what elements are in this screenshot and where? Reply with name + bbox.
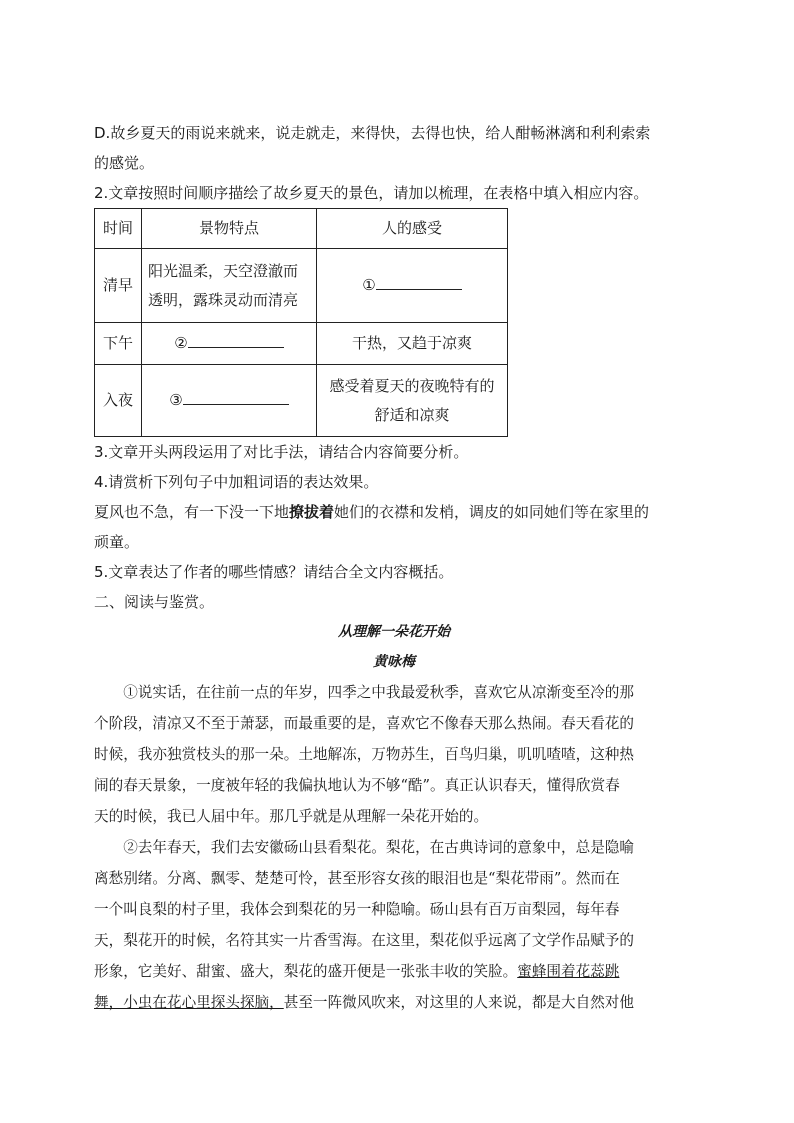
row-afternoon-time: 下午 [95,323,142,365]
sentence-after: 她们的衣襟和发梢，调皮的如同她们等在家里的 [334,503,650,521]
row-morning-scene-line2: 透明，露珠灵动而清亮 [148,290,299,309]
sentence-before: 夏风也不急，有一下没一下地 [94,503,290,521]
question-4-prompt: 4.请赏析下列句子中加粗词语的表达效果。 [94,473,379,491]
question-4-sentence [94,497,694,527]
p1-line: ①说实话，在往前一点的年岁，四季之中我最爱秋季，喜欢它从凉渐变至冷的那 [123,684,634,701]
p1-line: 天的时候，我已人届中年。那几乎就是从理解一朵花开始的。 [94,808,489,825]
p1-line: 个阶段，清凉又不至于萧瑟，而最重要的是，喜欢它不像春天那么热闹。春天看花的 [94,715,634,732]
p1-line: 时候，我亦独赏枝头的那一朵。土地解冻，万物苏生，百鸟归巢，叽叽喳喳，这种热 [94,746,634,763]
p2-line: 天，梨花开的时候，名符其实一片香雪海。在这里，梨花似乎远离了文学作品赋予的 [94,932,634,949]
answer-blank-2[interactable] [188,331,284,348]
answer-blank-3[interactable] [183,388,289,405]
blank-marker-2: ② [174,334,188,352]
question-2-prompt: 2.文章按照时间顺序描绘了故乡夏天的景色，请加以梳理，在表格中填入相应内容。 [94,184,649,202]
p2-line-last [94,987,694,1018]
p2-line5-text: 形象，它美好、甜蜜、盛大，梨花的盛开便是一张张丰收的笑脸。 [94,963,518,980]
p2-line: ②去年春天，我们去安徽砀山县看梨花。梨花，在古典诗词的意象中，总是隐喻 [123,839,634,856]
bold-phrase: 撩拔着 [289,503,335,521]
essay-paragraph-1 [94,677,694,832]
header-scene: 景物特点 [142,209,317,249]
row-night-feeling [317,365,508,437]
row-morning-feeling [317,249,508,323]
row-afternoon-feeling: 干热，又趋于凉爽 [317,323,508,365]
question-5: 5.文章表达了作者的哪些情感？请结合全文内容概括。 [94,563,454,581]
essay-paragraph-2 [94,832,694,1018]
row-night-feeling-line2: 舒适和凉爽 [374,405,450,424]
question-3: 3.文章开头两段运用了对比手法，请结合内容简要分析。 [94,443,469,461]
answer-table [94,208,508,437]
answer-blank-1[interactable] [376,273,462,290]
option-d-line2: 的感觉。 [94,154,155,172]
p2-tail-text: 甚至一阵微风吹来，对这里的人来说，都是大自然对他 [283,994,634,1011]
row-night-feeling-line1: 感受着夏天的夜晚特有的 [329,376,495,395]
row-night-scene [142,365,317,437]
p1-line: 闹的春天景象，一度被年轻的我偏执地认为不够“酷”。真正认识春天，懂得欣赏春 [94,777,620,794]
row-night-time: 入夜 [95,365,142,437]
blank-marker-3: ③ [169,391,183,409]
underlined-phrase-2: 舞，小虫在花心里探头探脑， [94,994,284,1011]
row-morning-time: 清早 [95,249,142,323]
header-time: 时间 [95,209,142,249]
row-morning-scene-line1: 阳光温柔，天空澄澈而 [148,261,299,280]
essay-author: 黄咏梅 [373,654,415,670]
section-2-heading: 二、阅读与鉴赏。 [94,593,215,611]
blank-marker-1: ① [362,276,376,294]
row-morning-scene [142,249,317,323]
p2-line: 一个叫良梨的村子里，我体会到梨花的另一种隐喻。砀山县有百万亩梨园，每年春 [94,901,620,918]
header-feeling: 人的感受 [317,209,508,249]
row-afternoon-scene [142,323,317,365]
p2-line-with-underline [94,956,694,987]
essay-title: 从理解一朵花开始 [338,624,450,640]
option-d-line1: D.故乡夏天的雨说来就来，说走就走，来得快，去得也快，给人酣畅淋漓和利利索索 [94,124,651,142]
underlined-phrase-1: 蜜蜂围着花蕊跳 [517,963,620,980]
p2-line: 离愁别绪。分离、飘零、楚楚可怜，甚至形容女孩的眼泪也是“梨花带雨”。然而在 [94,870,620,887]
question-4-sentence-line2: 顽童。 [94,533,140,551]
page [94,118,694,1018]
